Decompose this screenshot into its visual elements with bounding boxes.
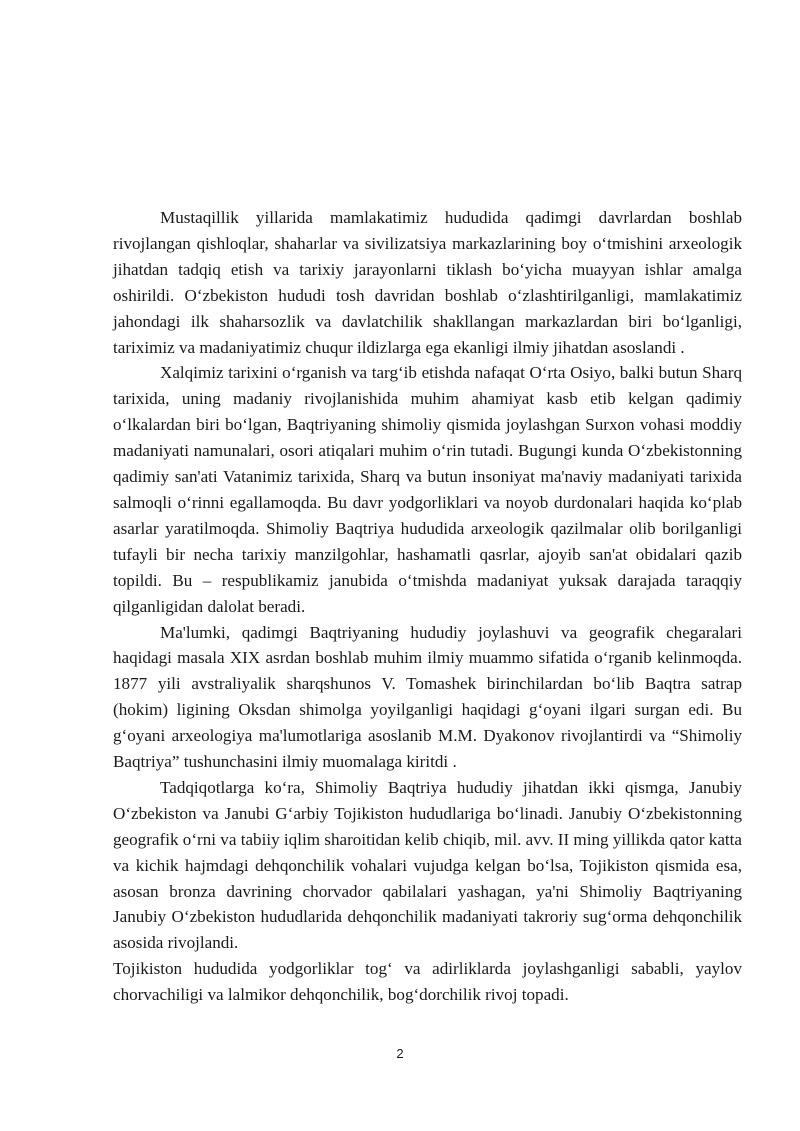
paragraph-4: Tadqiqotlarga ko‘ra, Shimoliy Baqtriya hududiy jihatdan ikki qismga, Janubiy O‘zbekiston va Janubi G‘arbiy Tojikiston hududlariga bo‘linadi. Janubiy O‘zbekistonning geografik o‘rni va tabiiy iqlim sharoitidan kelib chiqib, mil. avv. II ming yillikda qator katta va kichik hajmdagi dehqonchilik vohalari vujudga kelgan bo‘lsa, Tojikiston qismida esa, asosan bronza davrining chorvador qabilalari yashagan, ya'ni Shimoliy Baqtriyaning Janubiy O‘zbekiston hududlarida dehqonchilik madaniyati takroriy sug‘orma dehqonchilik asosida rivojlandi. (113, 777, 742, 953)
paragraph-5: Tojikiston hududida yodgorliklar tog‘ va adirliklarda joylashganligi sababli, yaylov chorvachiligi va lalmikor dehqonchilik, bog‘dorchilik rivoj topadi. (113, 959, 742, 1005)
page-number: 2 (396, 1046, 404, 1061)
paragraph-2: Xalqimiz tarixini o‘rganish va targ‘ib etishda nafaqat O‘rta Osiyo, balki butun Sharq tarixida, uning madaniy rivojlanishida muhim ahamiyat kasb etib kelgan qadimiy o‘lkalardan biri bo‘lgan, Baqtriyaning shimoliy qismida joylashgan Surxon vohasi moddiy madaniyati namunalari, osori atiqalari muhim o‘rin tutadi. Bugungi kunda O‘zbekistonning qadimiy san'ati Vatanimiz tarixida, Sharq va butun insoniyat ma'naviy madaniyati tarixida salmoqli o‘rinni egallamoqda. Bu davr yodgorliklari va noyob durdonalari haqida ko‘plab asarlar yaratilmoqda. Shimoliy Baqtriya hududida arxeologik qazilmalar olib borilganligi tufayli bir necha tarixiy manzilgohlar, hashamatli qasrlar, ajoyib san'at obidalari qazib topildi. Bu – respublikamiz janubida o‘tmishda madaniyat yuksak darajada taraqqiy qilganligidan dalolat beradi. (113, 363, 742, 616)
paragraph-1: Mustaqillik yillarida mamlakatimiz hududida qadimgi davrlardan boshlab rivojlangan qishloqlar, shaharlar va sivilizatsiya markazlarining boy o‘tmishini arxeologik jihatdan tadqiq etish va tarixiy jarayonlarni tiklash bo‘yicha muayyan ishlar amalga oshirildi. O‘zbekiston hududi tosh davridan boshlab o‘zlashtirilganligi, mamlakatimiz jahondagi ilk shaharsozlik va davlatchilik shakllangan markazlardan biri bo‘lganligi, tariximiz va madaniyatimiz chuqur ildizlarga ega ekanligi ilmiy jihatdan asoslandi . (113, 208, 742, 357)
body-text (113, 205, 742, 1008)
paragraph-3: Ma'lumki, qadimgi Baqtriyaning hududiy joylashuvi va geografik chegaralari haqidagi masala XIX asrdan boshlab muhim ilmiy muammo sifatida o‘rganib kelinmoqda. 1877 yili avstraliyalik sharqshunos V. Tomashek birinchilardan bo‘lib Baqtra satrap (hokim) ligining Oksdan shimolga yoyilganligi haqidagi g‘oyani ilgari surgan edi. Bu g‘oyani arxeologiya ma'lumotlariga asoslanib M.M. Dyakonov rivojlantirdi va “Shimoliy Baqtriya” tushunchasini ilmiy muomalaga kiritdi . (113, 622, 742, 772)
